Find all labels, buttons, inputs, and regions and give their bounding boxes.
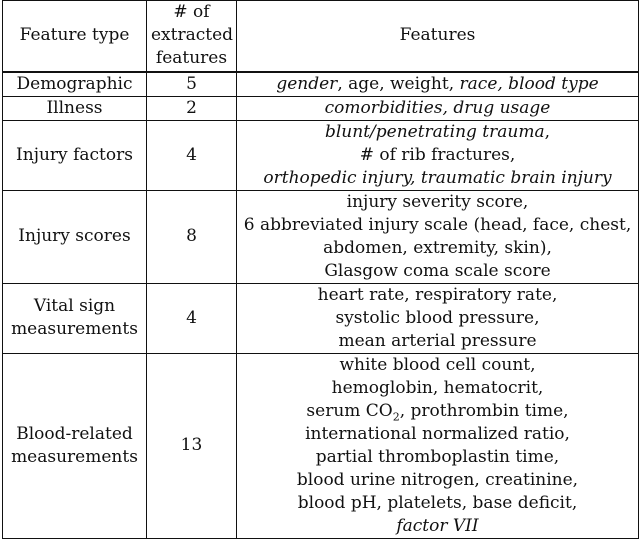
features-cell bbox=[237, 283, 639, 353]
feature-text: orthopedic injury, traumatic brain injury bbox=[263, 167, 612, 188]
feature-line bbox=[241, 400, 634, 423]
feature-line bbox=[241, 354, 634, 377]
feature-text: international normalized ratio, bbox=[305, 423, 570, 444]
feature-line bbox=[241, 377, 634, 400]
feature-line bbox=[241, 469, 634, 492]
feature-text: mean arterial pressure bbox=[338, 330, 537, 351]
feature-text: injury severity score, bbox=[346, 191, 529, 212]
feature-type-label: Injury factors bbox=[16, 144, 133, 165]
header-count-line: extracted bbox=[151, 25, 234, 46]
features-cell bbox=[237, 96, 639, 120]
features-cell bbox=[237, 120, 639, 190]
feature-line bbox=[241, 214, 634, 237]
feature-type-label: Blood-related bbox=[16, 423, 133, 444]
feature-type-cell bbox=[3, 96, 147, 120]
feature-text: 6 abbreviated injury scale (head, face, chest, bbox=[243, 214, 632, 235]
feature-text: factor VII bbox=[396, 515, 479, 536]
header-count-line: features bbox=[155, 48, 228, 69]
header-count-line: # of bbox=[173, 2, 210, 23]
feature-line bbox=[241, 446, 634, 469]
feature-text: partial thromboplastin time, bbox=[315, 446, 560, 467]
feature-text: abdomen, extremity, skin), bbox=[323, 237, 552, 258]
feature-type-cell bbox=[3, 190, 147, 283]
feature-text: systolic blood pressure, bbox=[335, 307, 540, 328]
feature-text: blood pH, platelets, base deficit, bbox=[297, 492, 578, 513]
table-row bbox=[3, 72, 639, 97]
features-cell bbox=[237, 72, 639, 97]
feature-text: blood urine nitrogen, creatinine, bbox=[296, 469, 579, 490]
feature-text: # of rib fractures, bbox=[359, 144, 516, 165]
table-header-row bbox=[3, 1, 639, 72]
feature-text: heart rate, respiratory rate, bbox=[317, 284, 558, 305]
feature-type-cell bbox=[3, 353, 147, 538]
table-row bbox=[3, 120, 639, 190]
feature-text: race, blood type bbox=[459, 73, 599, 94]
table-row bbox=[3, 283, 639, 353]
feature-type-label: Injury scores bbox=[18, 226, 131, 246]
feature-line bbox=[241, 121, 634, 144]
feature-type-cell bbox=[3, 283, 147, 353]
feature-text: blunt/penetrating trauma bbox=[324, 121, 545, 142]
feature-line bbox=[241, 237, 634, 260]
feature-text: , prothrombin time, bbox=[399, 400, 569, 421]
feature-count-cell: 8 bbox=[147, 190, 237, 283]
feature-line bbox=[241, 144, 634, 167]
feature-text: , bbox=[544, 121, 551, 142]
feature-text: comorbidities, drug usage bbox=[324, 97, 551, 118]
feature-type-label: Vital sign bbox=[33, 296, 116, 316]
feature-table bbox=[2, 0, 639, 539]
feature-line bbox=[241, 423, 634, 446]
subscript-text: 2 bbox=[392, 409, 400, 423]
feature-text: serum CO bbox=[306, 400, 393, 421]
feature-line bbox=[241, 97, 634, 120]
feature-type-cell bbox=[3, 120, 147, 190]
feature-count-cell: 2 bbox=[147, 96, 237, 120]
feature-line bbox=[241, 330, 634, 353]
feature-text: gender bbox=[276, 73, 338, 94]
feature-text: , age, weight, bbox=[337, 73, 460, 94]
feature-count-cell: 4 bbox=[147, 283, 237, 353]
table-row bbox=[3, 190, 639, 283]
feature-line bbox=[241, 191, 634, 214]
feature-line bbox=[241, 515, 634, 538]
feature-count-cell: 4 bbox=[147, 120, 237, 190]
feature-text: Glasgow coma scale score bbox=[324, 260, 551, 281]
table-row bbox=[3, 353, 639, 538]
feature-count-cell: 5 bbox=[147, 72, 237, 97]
feature-line bbox=[241, 260, 634, 283]
feature-type-label: Illness bbox=[46, 97, 103, 118]
features-cell bbox=[237, 353, 639, 538]
features-cell bbox=[237, 190, 639, 283]
feature-type-label: measurements bbox=[11, 319, 138, 339]
table-row bbox=[3, 96, 639, 120]
feature-type-label: measurements bbox=[11, 446, 138, 467]
feature-text: hemoglobin, hematocrit, bbox=[331, 377, 544, 398]
feature-line bbox=[241, 284, 634, 307]
header-features: Features bbox=[237, 1, 639, 72]
feature-type-cell bbox=[3, 72, 147, 97]
feature-line bbox=[241, 307, 634, 330]
feature-line bbox=[241, 73, 634, 96]
feature-count-cell: 13 bbox=[147, 353, 237, 538]
header-feature-type: Feature type bbox=[3, 1, 147, 72]
feature-type-label: Demographic bbox=[16, 73, 133, 94]
feature-text: white blood cell count, bbox=[339, 354, 536, 375]
header-extracted-count bbox=[147, 1, 237, 72]
feature-line bbox=[241, 492, 634, 515]
feature-line bbox=[241, 167, 634, 190]
